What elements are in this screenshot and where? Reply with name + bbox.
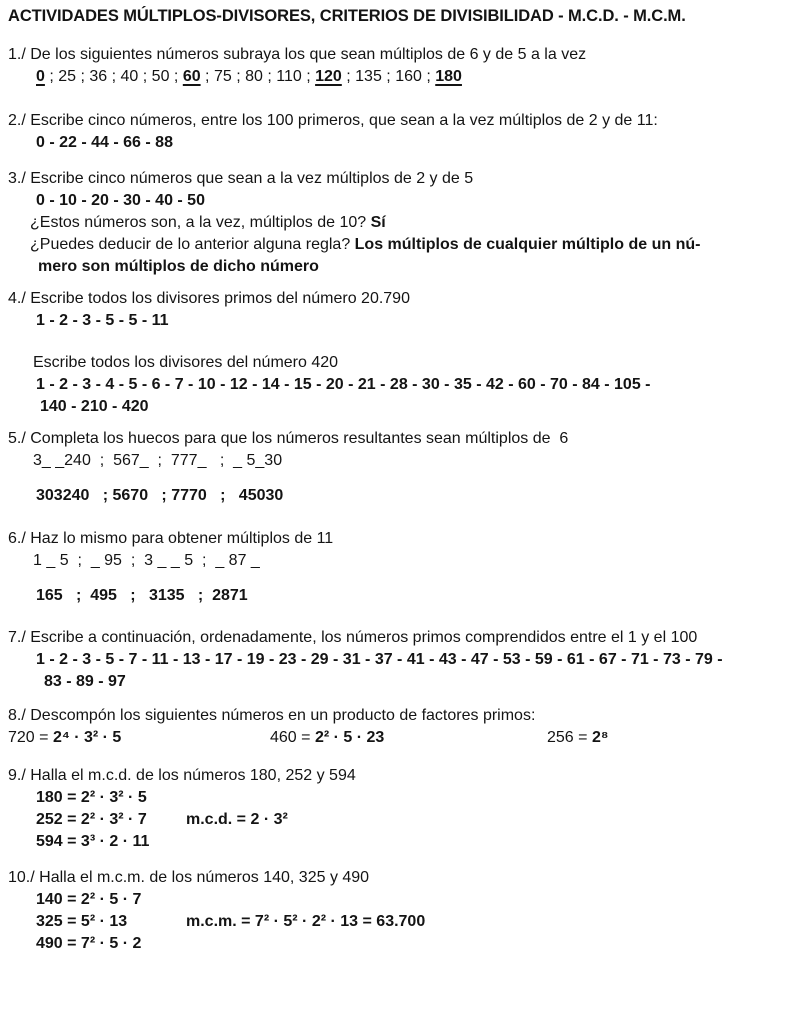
exercise-5-gaps: 3_ _240 ; 567_ ; 777_ ; _ 5_30	[33, 452, 283, 469]
equation-rhs: 2² · 5 · 23	[314, 729, 385, 746]
list-token: ;	[200, 68, 214, 85]
list-token: 50	[151, 68, 170, 85]
exercise-5	[8, 428, 800, 507]
exercise-3	[8, 168, 800, 278]
worksheet-title: ACTIVIDADES MÚLTIPLOS-DIVISORES, CRITERIOS DE DIVISIBILIDAD - M.C.D. - M.C.M.	[8, 7, 686, 25]
list-token: 135	[355, 68, 382, 85]
factorization-140: 140 = 2² · 5 · 7	[36, 891, 142, 908]
exercise-1-number-list	[8, 66, 800, 88]
list-token: ;	[138, 68, 152, 85]
list-token: ;	[107, 68, 121, 85]
exercise-8	[8, 705, 800, 749]
equation-lhs: 256 =	[547, 729, 592, 746]
underlined-number: 180	[435, 68, 462, 85]
factorization-325-and-mcm	[8, 911, 800, 933]
factorization-460	[270, 727, 547, 749]
question-answer: Sí	[370, 214, 386, 231]
underlined-number: 0	[36, 68, 45, 85]
exercise-3-prompt: 3./ Escribe cinco números que sean a la vez múltiplos de 2 y de 5	[8, 170, 474, 187]
worksheet-page	[8, 5, 800, 955]
exercise-4-answer-primes: 1 - 2 - 3 - 5 - 5 - 11	[36, 312, 169, 329]
exercise-6-answer: 165 ; 495 ; 3135 ; 2871	[36, 587, 248, 604]
mcd-result: m.c.d. = 2 · 3²	[186, 811, 288, 828]
exercise-5-answer: 303240 ; 5670 ; 7770 ; 45030	[36, 487, 284, 504]
factorization-594: 594 = 3³ · 2 · 11	[36, 833, 150, 850]
exercise-7	[8, 627, 800, 693]
list-token: 40	[120, 68, 139, 85]
exercise-6-prompt: 6./ Haz lo mismo para obtener múltiplos de 11	[8, 530, 334, 547]
list-token: 75	[213, 68, 232, 85]
exercise-7-answer-line2: 83 - 89 - 97	[44, 673, 126, 690]
factorization-490: 490 = 7² · 5 · 2	[36, 935, 142, 952]
list-token: ;	[169, 68, 183, 85]
exercise-4	[8, 288, 800, 418]
exercise-8-factorizations	[8, 727, 800, 749]
exercise-2-prompt: 2./ Escribe cinco números, entre los 100 primeros, que sean a la vez múltiplos de 2 y de 11:	[8, 112, 658, 129]
list-token: 80	[245, 68, 263, 85]
list-token: ;	[301, 68, 316, 85]
list-token: ;	[44, 68, 59, 85]
exercise-4-prompt: 4./ Escribe todos los divisores primos del número 20.790	[8, 290, 410, 307]
list-token: ;	[262, 68, 277, 85]
exercise-1-prompt: 1./ De los siguientes números subraya los que sean múltiplos de 6 y de 5 a la vez	[8, 46, 587, 63]
exercise-3-question-1	[8, 212, 800, 234]
question-text: ¿Puedes deducir de lo anterior alguna regla?	[30, 236, 355, 253]
equation-lhs: 720 =	[8, 729, 53, 746]
equation-rhs: 2⁸	[591, 729, 609, 746]
exercise-9	[8, 765, 800, 853]
list-token: ;	[381, 68, 396, 85]
exercise-3-question-2	[8, 234, 800, 256]
exercise-4-answer-divisors-line1: 1 - 2 - 3 - 4 - 5 - 6 - 7 - 10 - 12 - 14 - 15 - 20 - 21 - 28 - 30 - 35 - 42 - 60 - 70 - 84 - 105 -	[36, 376, 651, 393]
exercise-4-subprompt: Escribe todos los divisores del número 420	[33, 354, 339, 371]
exercise-6-gaps: 1 _ 5 ; _ 95 ; 3 _ _ 5 ; _ 87 _	[33, 552, 260, 569]
factorization-256	[547, 727, 608, 749]
question-answer: Los múltiplos de cualquier múltiplo de un nú-	[354, 236, 701, 253]
underlined-number: 120	[315, 68, 342, 85]
question-text: ¿Estos números son, a la vez, múltiplos de 10?	[30, 214, 371, 231]
mcm-result: m.c.m. = 7² · 5² · 2² · 13 = 63.700	[186, 913, 426, 930]
list-token: ;	[421, 68, 436, 85]
exercise-10-prompt: 10./ Halla el m.c.m. de los números 140, 325 y 490	[8, 869, 370, 886]
factorization-180: 180 = 2² · 3² · 5	[36, 789, 147, 806]
list-token: 160	[395, 68, 422, 85]
factorization-252: 252 = 2² · 3² · 7	[36, 811, 147, 828]
question-answer-continuation: mero son múltiplos de dicho número	[38, 258, 319, 275]
factorization-325: 325 = 5² · 13	[36, 913, 128, 930]
underlined-number: 60	[182, 68, 201, 85]
equation-lhs: 460 =	[270, 729, 315, 746]
exercise-4-answer-divisors-line2: 140 - 210 - 420	[40, 398, 149, 415]
exercise-10	[8, 867, 800, 955]
list-token: 110	[276, 68, 302, 85]
exercise-1	[8, 44, 800, 88]
exercise-7-prompt: 7./ Escribe a continuación, ordenadamente, los números primos comprendidos entre el 1 y el 100	[8, 629, 698, 646]
list-token: ;	[341, 68, 356, 85]
factorization-252-and-mcd	[8, 809, 800, 831]
list-token: 36	[89, 68, 108, 85]
exercise-7-answer-line1: 1 - 2 - 3 - 5 - 7 - 11 - 13 - 17 - 19 - 23 - 29 - 31 - 37 - 41 - 43 - 47 - 53 - 59 - 61 - 67 - 71 - 73 - 79 -	[36, 651, 723, 668]
list-token: ;	[231, 68, 246, 85]
list-token: ;	[76, 68, 90, 85]
exercise-3-answer: 0 - 10 - 20 - 30 - 40 - 50	[36, 192, 205, 209]
exercise-8-prompt: 8./ Descompón los siguientes números en un producto de factores primos:	[8, 707, 536, 724]
list-token: 25	[58, 68, 77, 85]
exercise-2	[8, 110, 800, 154]
exercise-6	[8, 528, 800, 607]
exercise-9-prompt: 9./ Halla el m.c.d. de los números 180, 252 y 594	[8, 767, 356, 784]
factorization-720	[8, 727, 270, 749]
equation-rhs: 2⁴ · 3² · 5	[52, 729, 122, 746]
exercise-5-prompt: 5./ Completa los huecos para que los números resultantes sean múltiplos de 6	[8, 430, 569, 447]
exercise-2-answer: 0 - 22 - 44 - 66 - 88	[36, 134, 173, 151]
